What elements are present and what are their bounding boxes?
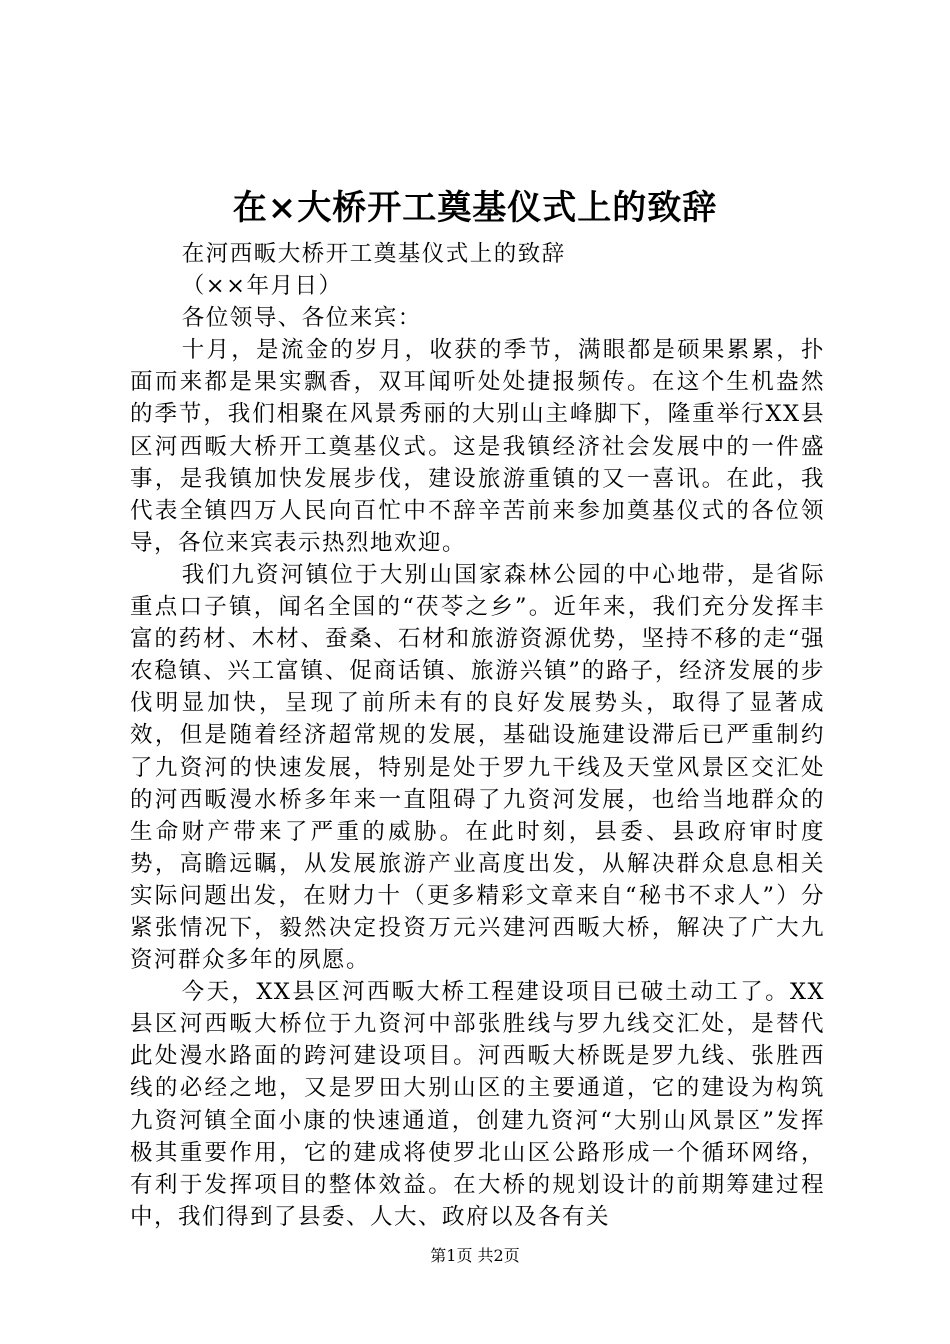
- body-paragraph: 我们九资河镇位于大别山国家森林公园的中心地带，是省际重点口子镇，闻名全国的“茯苓之乡”。近年来，我们充分发挥丰富的药材、木材、蚕桑、石材和旅游资源优势，坚持不移的走“强农稳镇、兴工富镇、促商话镇、旅游兴镇”的路子，经济发展的步伐明显加快，呈现了前所未有的良好发展势头，取得了显著成效，但是随着经济超常规的发展，基础设施建设滞后已严重制约了九资河的快速发展，特别是处于罗九干线及天堂风景区交汇处的河西畈漫水桥多年来一直阻碍了九资河发展，也给当地群众的生命财产带来了严重的威胁。在此时刻，县委、县政府审时度势，高瞻远瞩，从发展旅游产业高度出发，从解决群众息息相关实际问题出发，在财力十（更多精彩文章来自“秘书不求人”）分紧张情况下，毅然决定投资万元兴建河西畈大桥，解决了广大九资河群众多年的夙愿。: [130, 561, 825, 974]
- document-title: 在×大桥开工奠基仪式上的致辞: [232, 188, 718, 228]
- subtitle-line: 在河西畈大桥开工奠基仪式上的致辞: [181, 241, 566, 267]
- body-paragraph: 今天，XX县区河西畈大桥工程建设项目已破土动工了。XX县区河西畈大桥位于九资河中部张胜线与罗九线交汇处，是替代此处漫水路面的跨河建设项目。河西畈大桥既是罗九线、张胜西线的必经之地，又是罗田大别山区的主要通道，它的建设为构筑九资河镇全面小康的快速通道，创建九资河“大别山风景区”发挥极其重要作用，它的建成将使罗北山区公路形成一个循环网络，有利于发挥项目的整体效益。在大桥的规划设计的前期筹建过程中，我们得到了县委、人大、政府以及各有关: [130, 979, 825, 1230]
- document-body: [130, 238, 825, 1233]
- date-line: （××年月日）: [181, 273, 343, 300]
- salutation-line: 各位领导、各位来宾：: [181, 305, 422, 332]
- body-paragraph: 十月，是流金的岁月，收获的季节，满眼都是硕果累累，扑面而来都是果实飘香，双耳闻听处处捷报频传。在这个生机盎然的季节，我们相聚在风景秀丽的大别山主峰脚下，隆重举行XX县区河西畈大桥开工奠基仪式。这是我镇经济社会发展中的一件盛事，是我镇加快发展步伐，建设旅游重镇的又一喜讯。在此，我代表全镇四万人民向百忙中不辞辛苦前来参加奠基仪式的各位领导，各位来宾表示热烈地欢迎。: [130, 337, 825, 556]
- page-number-footer: 第1页 共2页: [430, 1246, 520, 1265]
